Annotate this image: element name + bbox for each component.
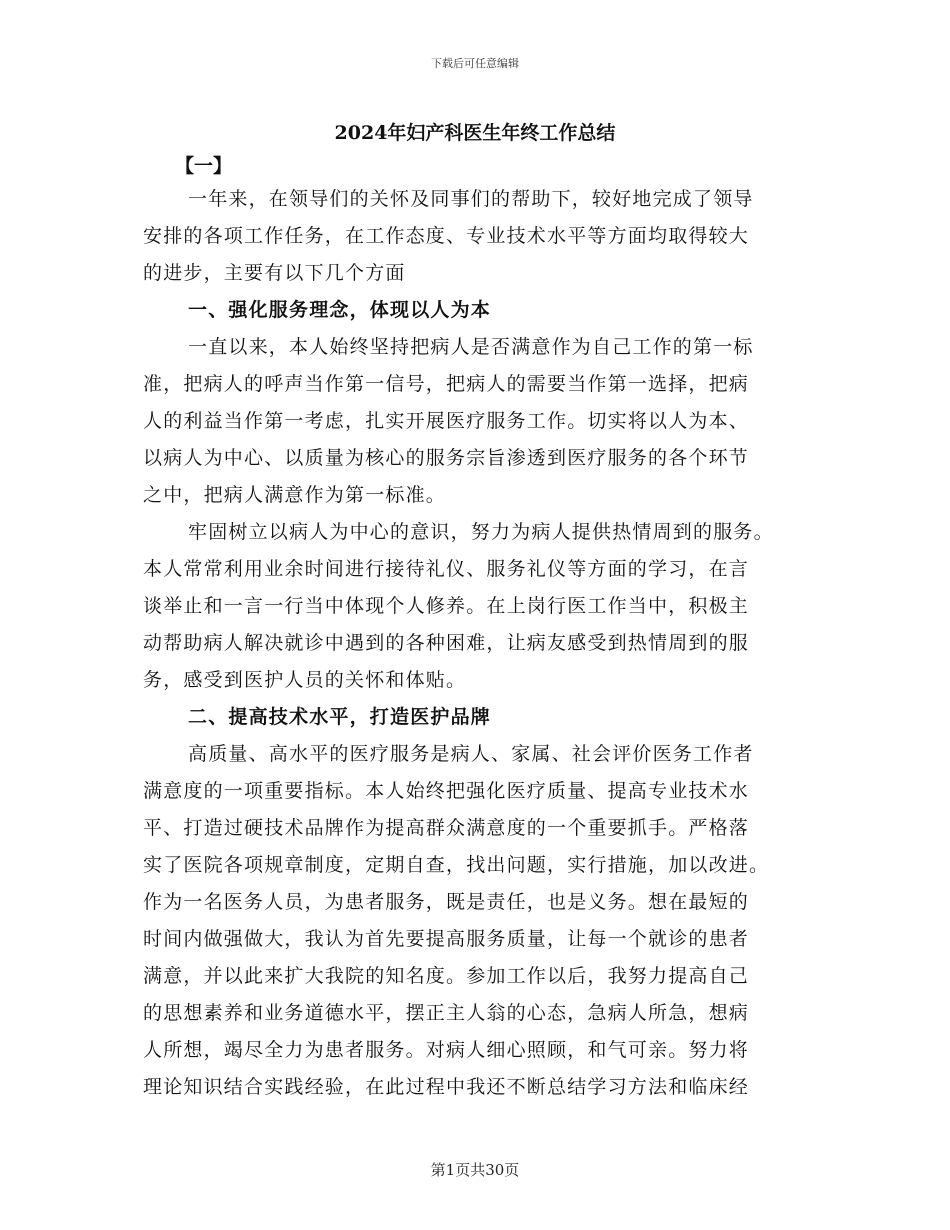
section-heading: 一、强化服务理念，体现以人为本 — [188, 299, 492, 321]
body-line: 满意，并以此来扩大我院的知名度。参加工作以后，我努力提高自己 — [143, 965, 750, 987]
body-line: 一直以来，本人始终坚持把病人是否满意作为自己工作的第一标 — [188, 336, 754, 358]
page-footer: 第1页共30页 — [430, 1161, 520, 1179]
section-heading: 二、提高技术水平，打造医护品牌 — [188, 706, 492, 728]
body-line: 作为一名医务人员，为患者服务，既是责任，也是义务。想在最短的 — [143, 891, 750, 913]
body-line: 高质量、高水平的医疗服务是病人、家属、社会评价医务工作者 — [188, 743, 754, 765]
body-line: 牢固树立以病人为中心的意识，努力为病人提供热情周到的服务。 — [188, 521, 774, 543]
header-note: 下载后可任意编辑 — [431, 57, 519, 70]
body-line: 安排的各项工作任务，在工作态度、专业技术水平等方面均取得较大 — [143, 225, 750, 247]
body-line: 之中，把病人满意作为第一标准。 — [143, 484, 447, 506]
body-line: 实了医院各项规章制度，定期自查，找出问题，实行措施，加以改进。 — [143, 854, 770, 876]
body-line: 人的利益当作第一考虑，扎实开展医疗服务工作。切实将以人为本、 — [143, 410, 750, 432]
body-line: 以病人为中心、以质量为核心的服务宗旨渗透到医疗服务的各个环节 — [143, 447, 750, 469]
body-line: 务，感受到医护人员的关怀和体贴。 — [143, 669, 467, 691]
body-line: 人所想，竭尽全力为患者服务。对病人细心照顾，和气可亲。努力将 — [143, 1039, 750, 1061]
body-line: 满意度的一项重要指标。本人始终把强化医疗质量、提高专业技术水 — [143, 780, 750, 802]
body-line: 准，把病人的呼声当作第一信号，把病人的需要当作第一选择，把病 — [143, 373, 750, 395]
body-line: 的进步，主要有以下几个方面 — [143, 262, 406, 284]
section-marker: 【一】 — [175, 155, 233, 177]
document-title: 2024年妇产科医生年终工作总结 — [334, 122, 616, 144]
body-line: 平、打造过硬技术品牌作为提高群众满意度的一个重要抓手。严格落 — [143, 817, 750, 839]
body-line: 的思想素养和业务道德水平，摆正主人翁的心态，急病人所急，想病 — [143, 1002, 750, 1024]
body-line: 时间内做强做大，我认为首先要提高服务质量，让每一个就诊的患者 — [143, 928, 750, 950]
body-line: 理论知识结合实践经验，在此过程中我还不断总结学习方法和临床经 — [143, 1076, 750, 1098]
body-line: 本人常常利用业余时间进行接待礼仪、服务礼仪等方面的学习，在言 — [143, 558, 750, 580]
body-line: 一年来，在领导们的关怀及同事们的帮助下，较好地完成了领导 — [188, 188, 754, 210]
body-line: 动帮助病人解决就诊中遇到的各种困难，让病友感受到热情周到的服 — [143, 632, 750, 654]
body-line: 谈举止和一言一行当中体现个人修养。在上岗行医工作当中，积极主 — [143, 595, 750, 617]
document-body — [143, 181, 807, 1106]
